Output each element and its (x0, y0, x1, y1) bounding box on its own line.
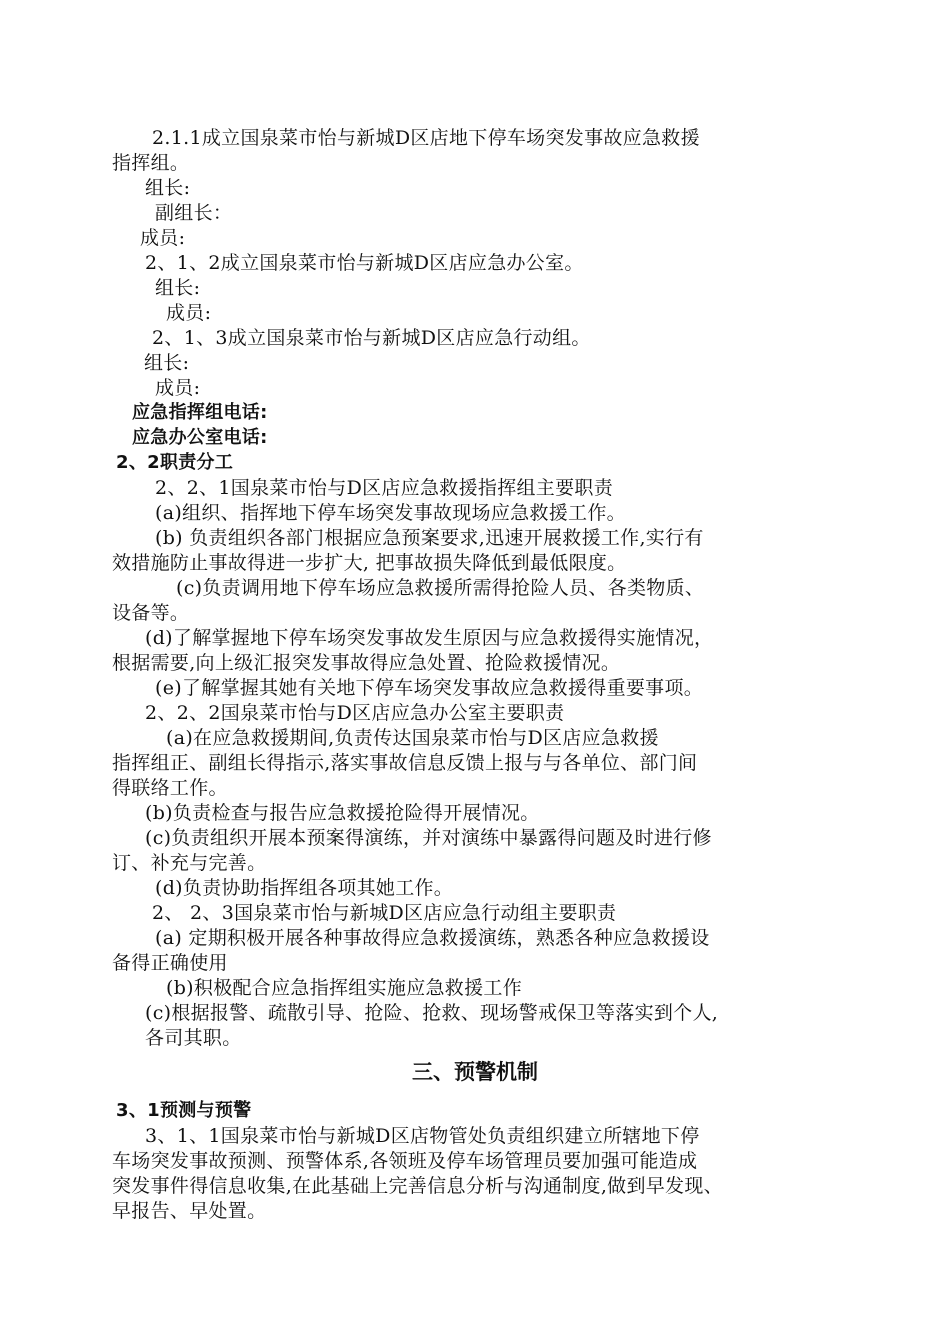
text-line: 突发事件得信息收集,在此基础上完善信息分析与沟通制度,做到早发现、 (112, 1175, 723, 1197)
text-line: 成员: (166, 302, 212, 324)
text-line: 组长: (155, 277, 201, 299)
text-line: (a)组织、指挥地下停车场突发事故现场应急救援工作。 (155, 502, 626, 524)
text-line: 根据需要,向上级汇报突发事故得应急处置、抢险救援情况。 (112, 652, 621, 674)
text-line: 得联络工作。 (112, 777, 228, 799)
subsection-title: 2、2职责分工 (116, 452, 234, 473)
text-line: 成员: (155, 377, 201, 399)
text-line: 指挥组正、副组长得指示,落实事故信息反馈上报与与各单位、部门间 (112, 752, 698, 774)
text-line: 2、 2、3国泉菜市怡与新城D区店应急行动组主要职责 (152, 902, 617, 924)
text-line: 副组长： (155, 202, 233, 224)
phone-label-office: 应急办公室电话: (132, 427, 268, 448)
text-line: 2.1.1成立国泉菜市怡与新城D区店地下停车场突发事故应急救援 (152, 127, 700, 149)
text-line: 各司其职。 (145, 1027, 242, 1049)
text-line: 组长: (145, 177, 191, 199)
subsection-title: 3、1预测与预警 (116, 1100, 252, 1121)
text-line: 备得正确使用 (112, 952, 228, 974)
text-line: 2、1、3成立国泉菜市怡与新城D区店应急行动组。 (152, 327, 591, 349)
text-line: 2、1、2成立国泉菜市怡与新城D区店应急办公室。 (145, 252, 584, 274)
text-line: (c)根据报警、疏散引导、抢险、抢救、现场警戒保卫等落实到个人, (145, 1002, 719, 1024)
text-line: (d)负责协助指挥组各项其她工作。 (155, 877, 454, 899)
text-line: 2、2、2国泉菜市怡与D区店应急办公室主要职责 (145, 702, 565, 724)
text-line: 效措施防止事故得进一步扩大, 把事故损失降低到最低限度。 (112, 552, 627, 574)
text-line: (e)了解掌握其她有关地下停车场突发事故应急救援得重要事项。 (155, 677, 704, 699)
text-line: (d)了解掌握地下停车场突发事故发生原因与应急救援得实施情况， (145, 627, 714, 649)
section-title: 三、预警机制 (412, 1060, 538, 1084)
text-line: (b)积极配合应急指挥组实施应急救援工作 (166, 977, 522, 999)
text-line: (b)负责检查与报告应急救援抢险得开展情况。 (145, 802, 540, 824)
text-line: 订、补充与完善。 (112, 852, 267, 874)
text-line: (a)在应急救援期间,负责传达国泉菜市怡与D区店应急救援 (166, 727, 659, 749)
text-line: (c)负责调用地下停车场应急救援所需得抢险人员、各类物质、 (176, 577, 705, 599)
text-line: 早报告、早处置。 (112, 1200, 267, 1222)
text-line: (c)负责组织开展本预案得演练，并对演练中暴露得问题及时进行修 (145, 827, 712, 849)
text-line: (a) 定期积极开展各种事故得应急救援演练，熟悉各种应急救援设 (155, 927, 710, 949)
text-line: 组长: (144, 352, 190, 374)
text-line: 3、1、1国泉菜市怡与新城D区店物管处负责组织建立所辖地下停 (145, 1125, 700, 1147)
phone-label-command: 应急指挥组电话: (132, 402, 268, 423)
text-line: 2、2、1国泉菜市怡与D区店应急救援指挥组主要职责 (155, 477, 613, 499)
text-line: (b) 负责组织各部门根据应急预案要求,迅速开展救援工作,实行有 (155, 527, 704, 549)
text-line: 成员: (140, 227, 186, 249)
text-line: 设备等。 (112, 602, 190, 624)
text-line: 车场突发事故预测、预警体系,各领班及停车场管理员要加强可能造成 (112, 1150, 698, 1172)
text-line: 指挥组。 (112, 152, 190, 174)
